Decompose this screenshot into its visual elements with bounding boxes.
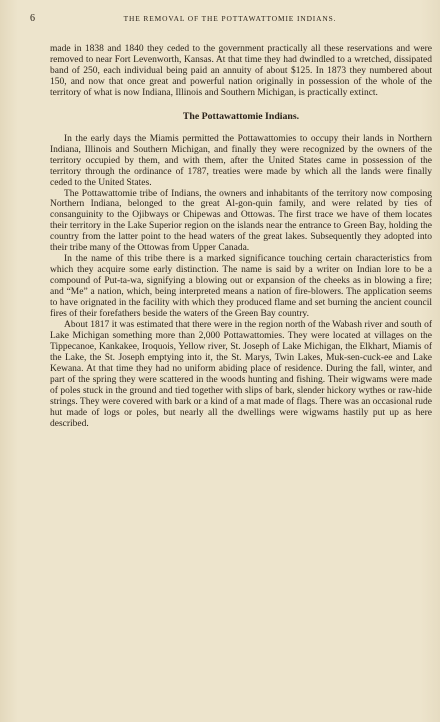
page-number: 6 [30, 13, 35, 24]
paragraph-3: In the name of this tribe there is a marked significance touching certain characteristics from which they acquire some early distinction. The name is said by a writer on Indian lore to be a compound of Put-ta-wa, signifying a blowing out or expansion of the cheeks as in blowing a fire; and “Me” a nation, which, being interpreted means a nation of fire-blowers. The application seems to have orignated in the facility with which they produced flame and set burning the ancient council fires of their forefathers beside the waters of the Green Bay country. [50, 254, 432, 320]
paragraph-1: In the early days the Miamis permitted the Pottawattomies to occupy their lands in Northern Indiana, Illinois and Southern Michigan, and finally they were recognized by the owners of the territory occupied by them, and with them, after the United States came in possession of the territory through the ordinance of 1787, treaties were made by which all the lands were finally ceded to the United States. [50, 133, 432, 188]
body-text [50, 44, 432, 430]
section-heading: The Pottawattomie Indians. [182, 110, 300, 122]
running-head [30, 12, 430, 26]
intro-paragraph: made in 1838 and 1840 they ceded to the government practically all these reservations and were removed to near Fort Levenworth, Kansas. At that time they had dwindled to a wretched, dissipated band of 250, each individual being paid an annuity of about $125. In 1873 they numbered about 150, and now that once great and powerful nation originally in possession of the whole of the territory of what is now Indiana, Illinois and Southern Michigan, is practically extinct. [50, 44, 432, 98]
paragraph-2: The Pottawattomie tribe of Indians, the owners and inhabitants of the territory now composing Northern Indiana, belonged to the great Al-gon-quin family, and were related by ties of consanguinity to the Ojibways or Chipewas and Ottowas. The first trace we have of them locates their territory in the Lake Superior region on the islands near the entrance to Green Bay, holding the country from the latter point to the head waters of the great lakes. Subsequently they adopted into their tribe many of the Ottowas from Upper Canada. [50, 188, 432, 254]
running-title: THE REMOVAL OF THE POTTAWATTOMIE INDIANS. [123, 14, 337, 23]
paragraph-4: About 1817 it was estimated that there were in the region north of the Wabash river and south of Lake Michigan something more than 2,000 Pottawattomies. They were located at villages on the Tippecanoe, Kankakee, Iroquois, Yellow river, St. Joseph of Lake Michigan, the Elkhart, Miamis of the Lake, the St. Joseph emptying into it, the St. Marys, Twin Lakes, Muk-sen-cuck-ee and Lake Kewana. At that time they had no uniform abiding place of residence. During the fall, winter, and part of the spring they were scattered in the woods hunting and fishing. Their wigwams were made of poles stuck in the ground and tied together with slips of bark, slender hickory wythes or raw-hide strings. They were covered with bark or a kind of a mat made of flags. There was an occasional rude hut made of logs or poles, but nearly all the dwellings were wigwams hastily put up as here described. [50, 319, 432, 429]
